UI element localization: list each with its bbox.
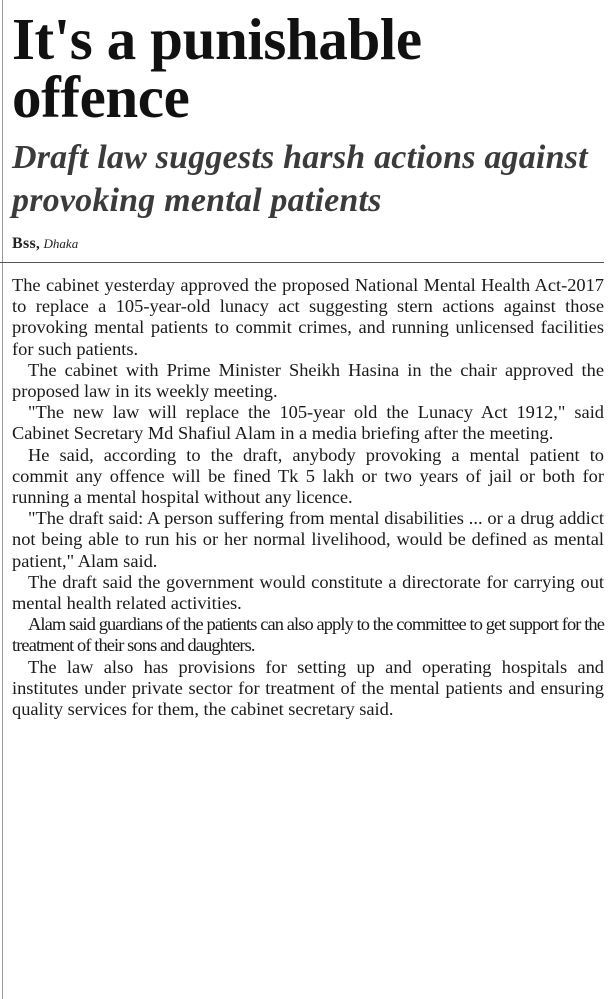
byline-agency: Bss xyxy=(12,235,37,252)
paragraph: "The draft said: A person suffering from mental disabilities ... or a drug addict not being able to run his or her normal livelihood, would be defined as mental patient," Alam said. xyxy=(12,508,604,571)
article-body xyxy=(12,275,604,720)
byline xyxy=(12,234,604,254)
byline-location: Dhaka xyxy=(43,236,79,251)
byline-divider xyxy=(0,262,604,263)
column-rule xyxy=(2,0,3,999)
paragraph: Alam said guardians of the patients can also apply to the committee to get support for the treatment of their sons and daughters. xyxy=(12,614,604,656)
paragraph: The cabinet yesterday approved the proposed National Mental Health Act-2017 to replace a 105-year-old lunacy act suggesting stern actions against those provoking mental patients to commit crimes, and running unlicensed facilities for such patients. xyxy=(12,275,604,359)
paragraph: The draft said the government would constitute a directorate for carrying out mental health related activities. xyxy=(12,571,604,614)
byline-separator: , xyxy=(36,236,40,252)
news-article xyxy=(12,0,604,720)
paragraph: The law also has provisions for setting up and operating hospitals and institutes under private sector for treatment of the mental patients and ensuring quality services for them, the cabinet secretary said. xyxy=(12,656,604,720)
headline: It's a punishable offence xyxy=(12,6,422,130)
paragraph: The cabinet with Prime Minister Sheikh Hasina in the chair approved the proposed law in its weekly meeting. xyxy=(12,359,604,402)
subheadline: Draft law suggests harsh actions against provoking mental patients xyxy=(12,139,588,219)
paragraph: He said, according to the draft, anybody provoking a mental patient to commit any offence will be fined Tk 5 lakh or two years of jail or both for running a mental hospital without any licence. xyxy=(12,444,604,508)
paragraph: "The new law will replace the 105-year old the Lunacy Act 1912," said Cabinet Secretary Md Shafiul Alam in a media briefing after the meeting. xyxy=(12,402,604,444)
